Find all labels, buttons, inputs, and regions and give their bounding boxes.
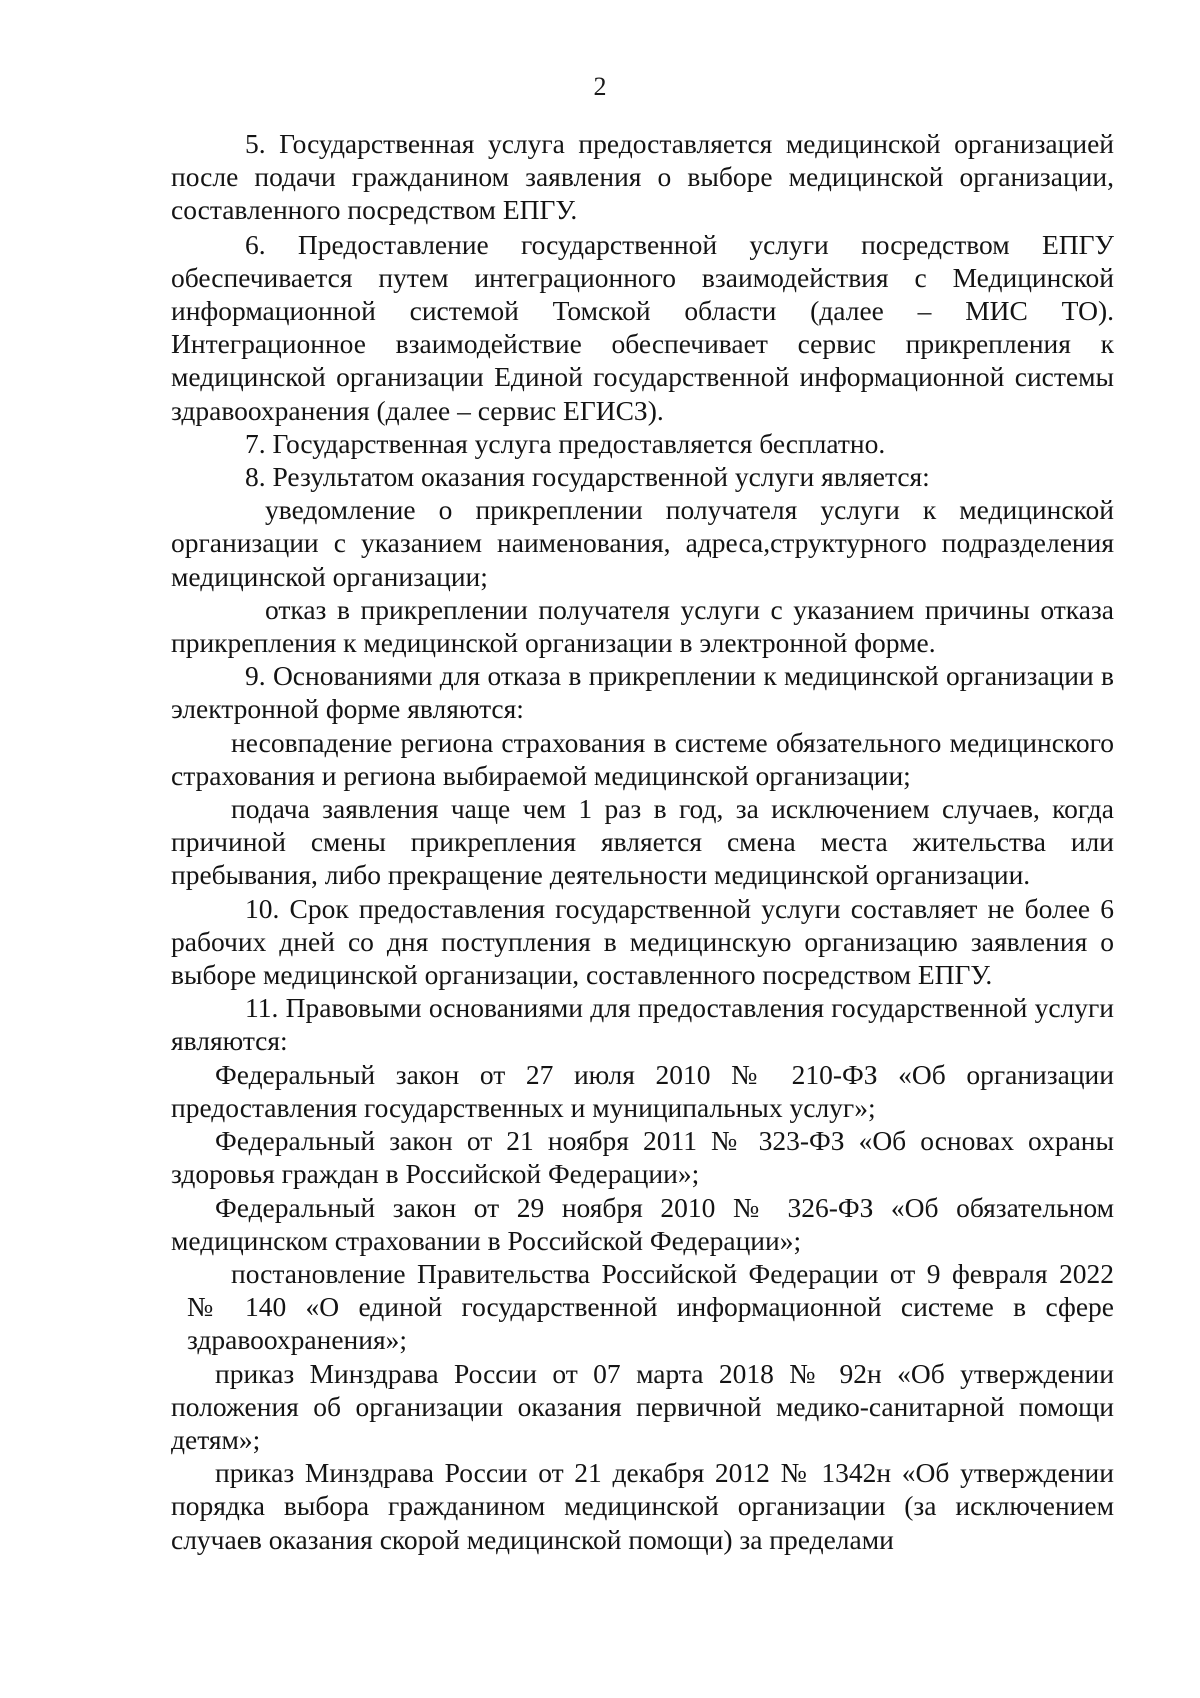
result-item-notification: уведомление о прикреплении получателя услуги к медицинской организации с указанием наименования, адреса,структурного подразделения медицинской организации; <box>171 494 1114 592</box>
refusal-ground-frequency: подача заявления чаще чем 1 раз в год, за исключением случаев, когда причиной смены прикрепления является смена места жительства или пребывания, либо прекращение деятельности медицинской организации. <box>171 793 1114 891</box>
legal-basis-decree-140: постановление Правительства Российской Федерации от 9 февраля 2022 № 140 «О единой государственной информационной системе в сфере здравоохранения»; <box>187 1257 1114 1356</box>
legal-basis-326fz: Федеральный закон от 29 ноября 2010 № 326-ФЗ «Об обязательном медицинском страховании в Российской Федерации»; <box>171 1191 1114 1256</box>
paragraph-8: 8. Результатом оказания государственной услуги является: <box>245 461 930 493</box>
legal-basis-210fz: Федеральный закон от 27 июля 2010 № 210-ФЗ «Об организации предоставления государственных и муниципальных услуг»; <box>171 1058 1114 1123</box>
document-body <box>171 127 1114 1556</box>
page-number: 2 <box>593 72 607 101</box>
legal-basis-order-92n: приказ Минздрава России от 07 марта 2018 № 92н «Об утверждении положения об организации оказания первичной медико-санитарной помощи детям»; <box>171 1357 1114 1455</box>
result-item-refusal: отказ в прикреплении получателя услуги с указанием причины отказа прикрепления к медицинской организации в электронной форме. <box>171 593 1114 659</box>
paragraph-11: 11. Правовыми основаниями для предоставления государственной услуги являются: <box>171 992 1114 1057</box>
legal-basis-order-1342n: приказ Минздрава России от 21 декабря 2012 № 1342н «Об утверждении порядка выбора гражданином медицинской организации (за исключением случаев оказания скорой медицинской помощи) за пределами <box>171 1457 1114 1555</box>
paragraph-9: 9. Основаниями для отказа в прикреплении к медицинской организации в электронной форме являются: <box>171 660 1114 725</box>
legal-basis-323fz: Федеральный закон от 21 ноября 2011 № 323-ФЗ «Об основах охраны здоровья граждан в Российской Федерации»; <box>171 1125 1114 1190</box>
paragraph-10: 10. Срок предоставления государственной услуги составляет не более 6 рабочих дней со дня поступления в медицинскую организацию заявления о выборе медицинской организации, составленного посредством ЕПГУ. <box>171 892 1114 991</box>
paragraph-5: 5. Государственная услуга предоставляется медицинской организацией после подачи гражданином заявления о выборе медицинской организации, составленного посредством ЕПГУ. <box>171 128 1114 226</box>
paragraph-7: 7. Государственная услуга предоставляется бесплатно. <box>245 427 886 459</box>
paragraph-6: 6. Предоставление государственной услуги посредством ЕПГУ обеспечивается путем интеграционного взаимодействия с Медицинской информационной системой Томской области (далее – МИС ТО). Интеграционное взаимодействие обеспечивает сервис прикрепления к медицинской организации Единой государственной информационной системы здравоохранения (далее – сервис ЕГИСЗ). <box>171 228 1114 426</box>
refusal-ground-region: несовпадение региона страхования в системе обязательного медицинского страхования и региона выбираемой медицинской организации; <box>171 726 1114 791</box>
